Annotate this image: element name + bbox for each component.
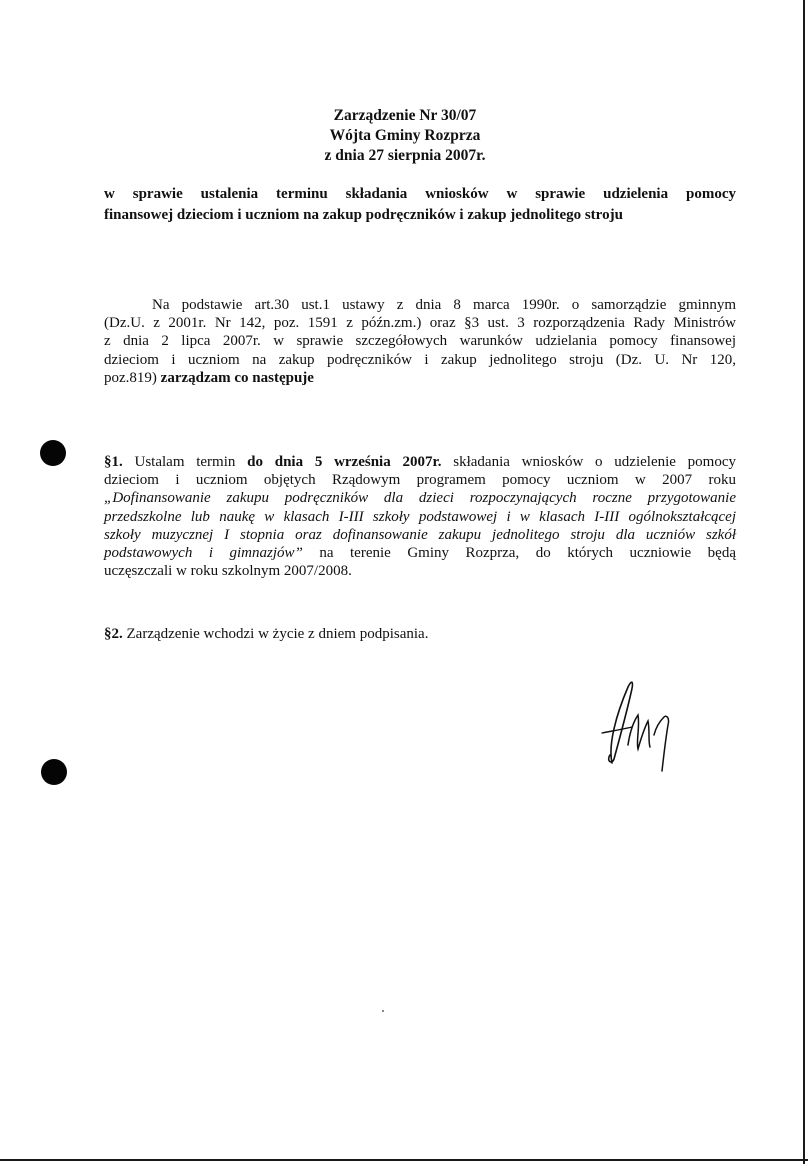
- section-2-number: §2.: [104, 626, 123, 642]
- section-1-text-a: Ustalam termin: [134, 454, 236, 470]
- intro-decision: zarządzam co następuje: [160, 369, 314, 386]
- scan-edge-bottom: [0, 1159, 808, 1161]
- punch-hole-bottom: [41, 759, 67, 785]
- intro-line-1: Na podstawie art.30 ust.1 ustawy z dnia 8 marca 1990r. o samorządzie gminnym: [152, 297, 736, 313]
- handwritten-signature: [598, 675, 688, 775]
- section-1-line-3: „Dofinansowanie zakupu podręczników dla dzieci rozpoczynających roczne przygotowanie: [104, 490, 736, 507]
- intro-line-3: z dnia 2 lipca 2007r. w sprawie szczegółowych warunków udzielania pomocy finansowej: [104, 333, 736, 350]
- header-title: Zarządzenie Nr 30/07: [333, 107, 477, 124]
- section-2-text: Zarządzenie wchodzi w życie z dniem podpisania.: [126, 626, 429, 642]
- section-1-program-end: podstawowych i gimnazjów”: [104, 544, 303, 561]
- scan-edge-right: [803, 0, 805, 1164]
- section-1-deadline: do dnia 5 września 2007r.: [247, 454, 442, 470]
- section-1-line-1: [104, 453, 736, 471]
- subject-line-1: w sprawie ustalenia terminu składania wniosków w sprawie udzielenia pomocy: [104, 186, 736, 202]
- section-1-line-6: [104, 544, 736, 562]
- document-header: [200, 106, 610, 166]
- intro-citation: poz.819): [104, 369, 157, 386]
- punch-hole-top: [40, 440, 66, 466]
- legal-basis-paragraph: [104, 296, 736, 387]
- section-1-location: na terenie Gminy Rozprza, do których uczniowie będą: [319, 544, 736, 561]
- section-1-line-2: dzieciom i uczniom objętych Rządowym programem pomocy uczniom w 2007 roku: [104, 472, 736, 489]
- section-1-text-b: składania wniosków o udzielenie pomocy: [453, 454, 736, 470]
- intro-line-4: dzieciom i uczniom na zakup podręczników i zakup jednolitego stroju (Dz. U. Nr 120,: [104, 351, 736, 368]
- section-1-number: §1.: [104, 454, 123, 470]
- section-2-line: [104, 625, 736, 643]
- header-issuer: Wójta Gminy Rozprza: [329, 127, 481, 144]
- scan-speck: [382, 1010, 384, 1012]
- section-1-line-5: szkoły muzycznej I stopnia oraz dofinansowanie zakupu jednolitego stroju dla uczniów szkół: [104, 526, 736, 543]
- intro-line-2: (Dz.U. z 2001r. Nr 142, poz. 1591 z późn.zm.) oraz §3 ust. 3 rozporządzenia Rady Ministrów: [104, 315, 736, 332]
- intro-line-5: [104, 369, 736, 387]
- section-1-line-4: przedszkolne lub naukę w klasach I-III szkoły podstawowej i w klasach I-III ogólnokształcącej: [104, 508, 736, 525]
- subject-line-2: finansowej dzieciom i uczniom na zakup podręczników i zakup jednolitego stroju: [104, 207, 623, 223]
- document-subject: [104, 184, 736, 226]
- section-1: [104, 453, 736, 580]
- section-1-line-7: uczęszczali w roku szkolnym 2007/2008.: [104, 563, 352, 580]
- section-2: [104, 625, 736, 643]
- header-date: z dnia 27 sierpnia 2007r.: [324, 147, 486, 164]
